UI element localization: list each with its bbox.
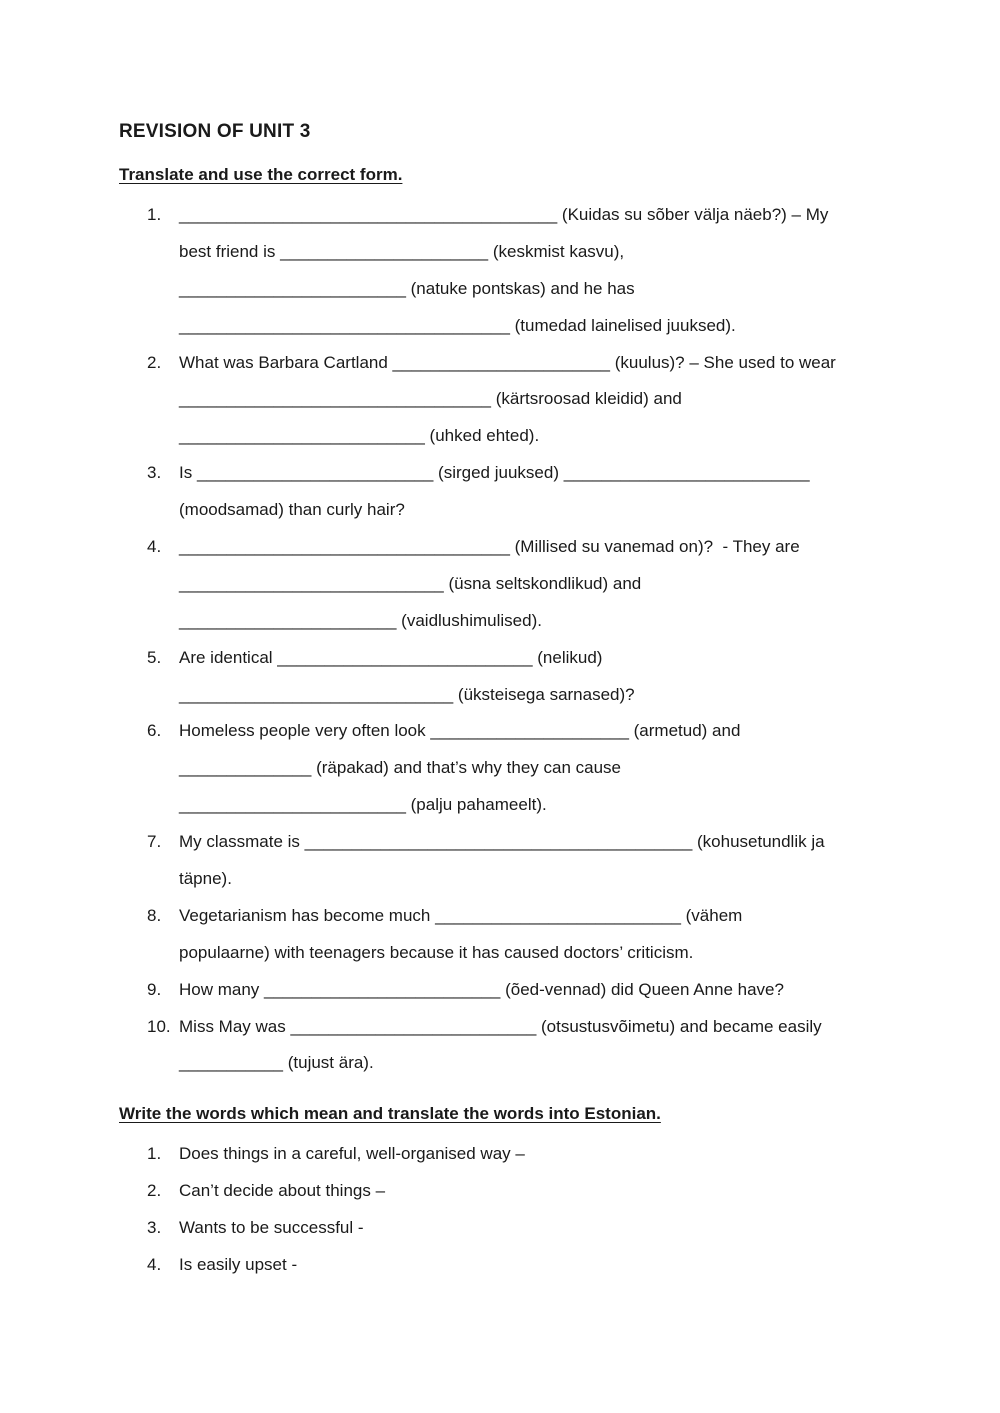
item-text-line: populaarne) with teenagers because it has caused doctors’ criticism. — [179, 942, 694, 962]
list-item — [0, 972, 1000, 1009]
list-item — [0, 1247, 1000, 1284]
item-text — [179, 1210, 899, 1247]
item-text-line: ________________________ (natuke pontskas) and he has — [179, 278, 635, 298]
list-item — [0, 455, 1000, 529]
item-text-line: Vegetarianism has become much __________________________ (vähem — [179, 905, 743, 925]
item-text — [179, 197, 899, 345]
item-text-line: Homeless people very often look _____________________ (armetud) and — [179, 721, 741, 741]
item-text-line: (moodsamad) than curly hair? — [179, 500, 405, 520]
list-item — [0, 1136, 1000, 1173]
item-text-line: Can’t decide about things – — [179, 1180, 386, 1200]
item-text-line: täpne). — [179, 869, 232, 889]
item-text-line: best friend is ______________________ (keskmist kasvu), — [179, 241, 625, 261]
item-text — [179, 640, 899, 714]
item-text — [179, 1009, 899, 1083]
item-text-line: ___________________________________ (Millised su vanemad on)? - They are — [179, 537, 800, 557]
item-text — [179, 1136, 899, 1173]
item-number: 4. — [147, 537, 162, 557]
list-item — [0, 1009, 1000, 1083]
list-item — [0, 197, 1000, 345]
item-number: 4. — [147, 1254, 162, 1274]
item-number: 1. — [147, 1144, 162, 1163]
item-text-line: _____________________________ (üksteisega sarnased)? — [179, 684, 635, 704]
list-item — [0, 713, 1000, 824]
item-number: 6. — [147, 721, 162, 741]
definitions-exercise-list — [0, 1136, 1000, 1284]
item-text — [179, 972, 899, 1009]
item-number: 10. — [147, 1016, 171, 1036]
item-text-line: Wants to be successful - — [179, 1217, 364, 1237]
item-text — [179, 1247, 899, 1284]
item-number: 8. — [147, 905, 162, 925]
item-text-line: ________________________ (palju pahameelt). — [179, 795, 547, 815]
item-text — [179, 713, 899, 824]
item-number: 3. — [147, 463, 162, 483]
item-text-line: Does things in a careful, well-organised way – — [179, 1144, 525, 1163]
item-text-line: ___________ (tujust ära). — [179, 1053, 374, 1073]
item-text-line: ______________ (räpakad) and that’s why they can cause — [179, 758, 622, 778]
item-text-line: _______________________ (vaidlushimulised). — [179, 610, 542, 630]
list-item — [0, 640, 1000, 714]
section-heading-translate: Translate and use the correct form. — [119, 165, 403, 184]
list-item — [0, 345, 1000, 456]
list-item — [0, 824, 1000, 898]
item-number: 5. — [147, 647, 162, 667]
list-item — [0, 529, 1000, 640]
item-text-line: Miss May was __________________________ (otsustusvõimetu) and became easily — [179, 1016, 822, 1036]
item-text — [179, 455, 899, 529]
item-text — [179, 529, 899, 640]
item-text — [179, 824, 899, 898]
item-number: 2. — [147, 1180, 162, 1200]
list-item — [0, 1173, 1000, 1210]
item-text-line: What was Barbara Cartland _______________________ (kuulus)? – She used to wear — [179, 352, 836, 372]
item-text-line: How many _________________________ (õed-vennad) did Queen Anne have? — [179, 979, 784, 999]
item-number: 3. — [147, 1217, 162, 1237]
item-text-line: Is easily upset - — [179, 1254, 298, 1274]
item-number: 7. — [147, 832, 162, 852]
item-number: 2. — [147, 352, 162, 372]
translation-exercise-list — [0, 197, 1000, 1082]
list-item — [0, 898, 1000, 972]
item-text-line: ____________________________ (üsna seltskondlikud) and — [179, 573, 642, 593]
item-text-line: ___________________________________ (tumedad lainelised juuksed). — [179, 315, 736, 335]
item-text-line: Are identical ___________________________ (nelikud) — [179, 647, 603, 667]
item-text — [179, 345, 899, 456]
item-text — [179, 898, 899, 972]
item-text-line: _________________________________ (kärtsroosad kleidid) and — [179, 389, 682, 409]
item-number: 1. — [147, 205, 162, 224]
item-text-line: Is _________________________ (sirged juuksed) __________________________ — [179, 463, 810, 483]
item-text-line: ________________________________________ (Kuidas su sõber välja näeb?) – My — [179, 205, 829, 224]
item-text-line: __________________________ (uhked ehted). — [179, 426, 540, 446]
item-text — [179, 1173, 899, 1210]
section-heading-definitions: Write the words which mean and translate the words into Estonian. — [119, 1104, 661, 1123]
item-number: 9. — [147, 979, 162, 999]
list-item — [0, 1210, 1000, 1247]
page-title: REVISION OF UNIT 3 — [119, 121, 311, 142]
item-text-line: My classmate is _________________________________________ (kohusetundlik ja — [179, 832, 825, 852]
